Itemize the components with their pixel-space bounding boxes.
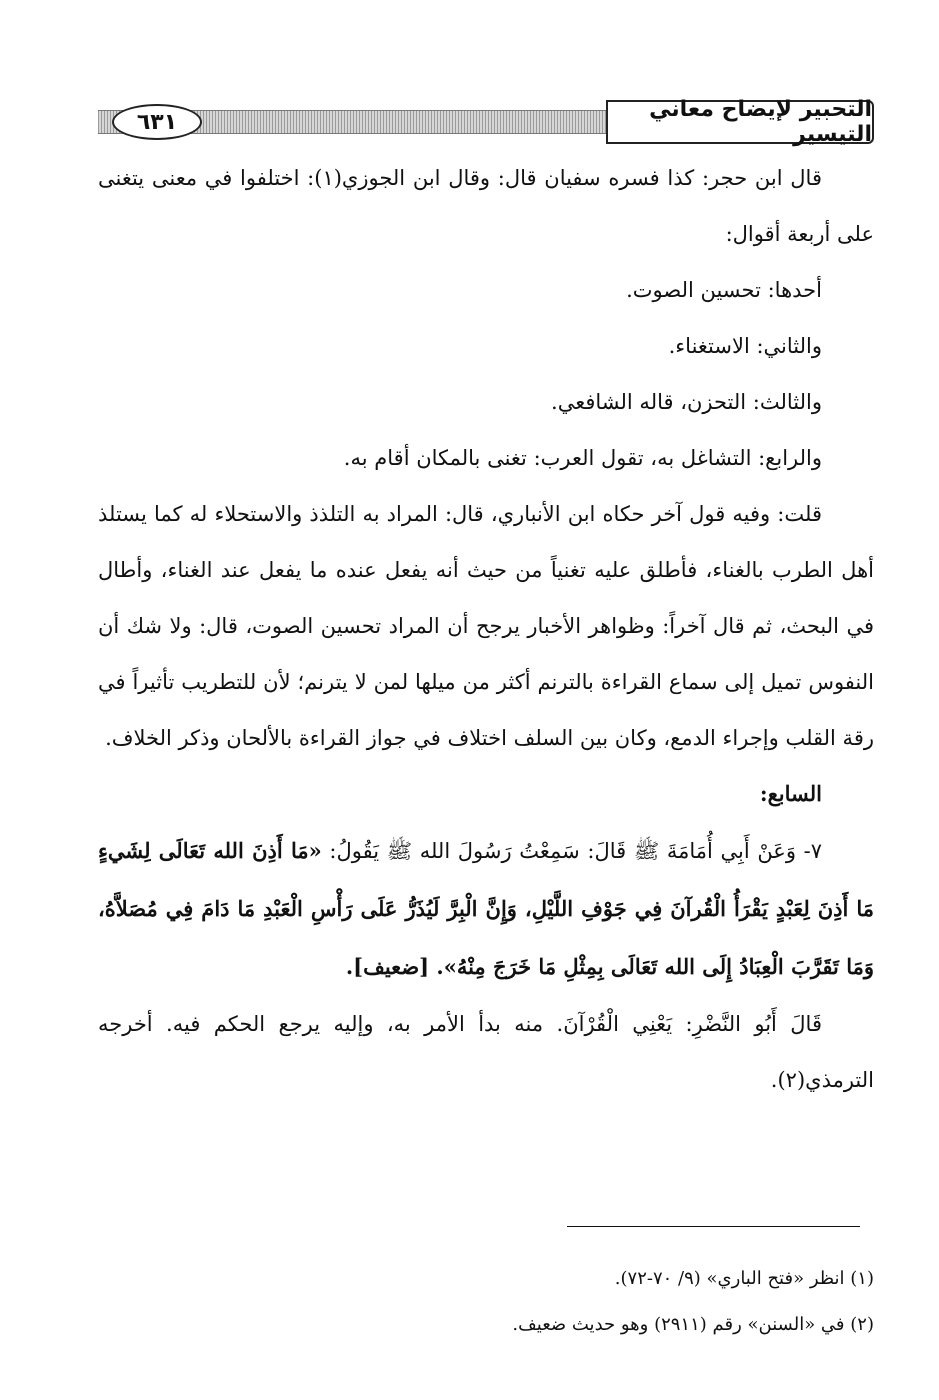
paragraph-third-opinion: والثالث: التحزن، قاله الشافعي. xyxy=(551,390,822,414)
paragraph-second-opinion: والثاني: الاستغناء. xyxy=(668,334,822,358)
main-text xyxy=(98,150,874,1108)
hadith-paragraph xyxy=(98,822,874,996)
footnote-2: (٢) في «السنن» رقم (٢٩١١) وهو حديث ضعيف. xyxy=(512,1314,874,1335)
footnote-1: (١) انظر «فتح الباري» (٩/ ٧٠-٧٢). xyxy=(614,1268,874,1289)
hadith-number: ٧- xyxy=(803,839,823,863)
paragraph-first-opinion: أحدها: تحسين الصوت. xyxy=(626,278,822,302)
book-title: التحبير لإيضاح معاني التيسير xyxy=(606,100,874,144)
running-header xyxy=(98,97,874,148)
footnote-separator xyxy=(567,1226,860,1227)
paragraph-fourth-opinion: والرابع: التشاغل به، تقول العرب: تغنى بالمكان أقام به. xyxy=(343,446,822,470)
hadith-intro: وَعَنْ أَبِي أُمَامَةَ ﷺ قَالَ: سَمِعْتُ رَسُولَ الله ﷺ يَقُولُ: xyxy=(321,839,804,863)
hadith-text: «مَا أَذِنَ الله تَعَالَى لِشَيءٍ مَا أَذِنَ لِعَبْدٍ يَقْرَأُ الْقُرآنَ فِي جَوْفِ اللَّيْلِ، وَإِنَّ الْبِرَّ لَيُذَرُّ عَلَى رَأْسِ الْعَبْدِ مَا دَامَ فِي مُصَلاَّهُ، وَمَا تَقَرَّبَ الْعِبَادُ إِلَى الله تَعَالَى بِمِثْلِ مَا خَرَجَ مِنْهُ». [ضعيف]. xyxy=(98,838,874,979)
page-number: ٦٣١ xyxy=(112,104,202,140)
footnotes xyxy=(98,1256,874,1348)
paragraph-abu-nadr: قَالَ أَبُو النَّضْرِ: يَعْنِي الْقُرْآنَ. منه بدأ الأمر به، وإليه يرجع الحكم فيه. أخرجه الترمذي(٢). xyxy=(98,1012,874,1092)
paragraph-comment: قلت: وفيه قول آخر حكاه ابن الأنباري، قال: المراد به التلذذ والاستحلاء له كما يستلذ أهل الطرب بالغناء، فأطلق عليه تغنياً من حيث أنه يفعل عنده ما يفعل عند الغناء، وأطال في البحث، ثم قال آخراً: وظواهر الأخبار يرجح أن المراد تحسين الصوت، قال: ولا شك أن النفوس تميل إلى سماع القراءة بالترنم أكثر من ميلها لمن لا يترنم؛ لأن للتطريب تأثيراً في رقة القلب وإجراء الدمع، وكان بين السلف اختلاف في جواز القراءة بالألحان وذكر الخلاف. xyxy=(98,502,874,750)
section-heading: السابع: xyxy=(759,781,822,806)
paragraph-ibn-hajar: قال ابن حجر: كذا فسره سفيان قال: وقال ابن الجوزي(١): اختلفوا في معنى يتغنى على أربعة أقوال: xyxy=(98,166,874,246)
